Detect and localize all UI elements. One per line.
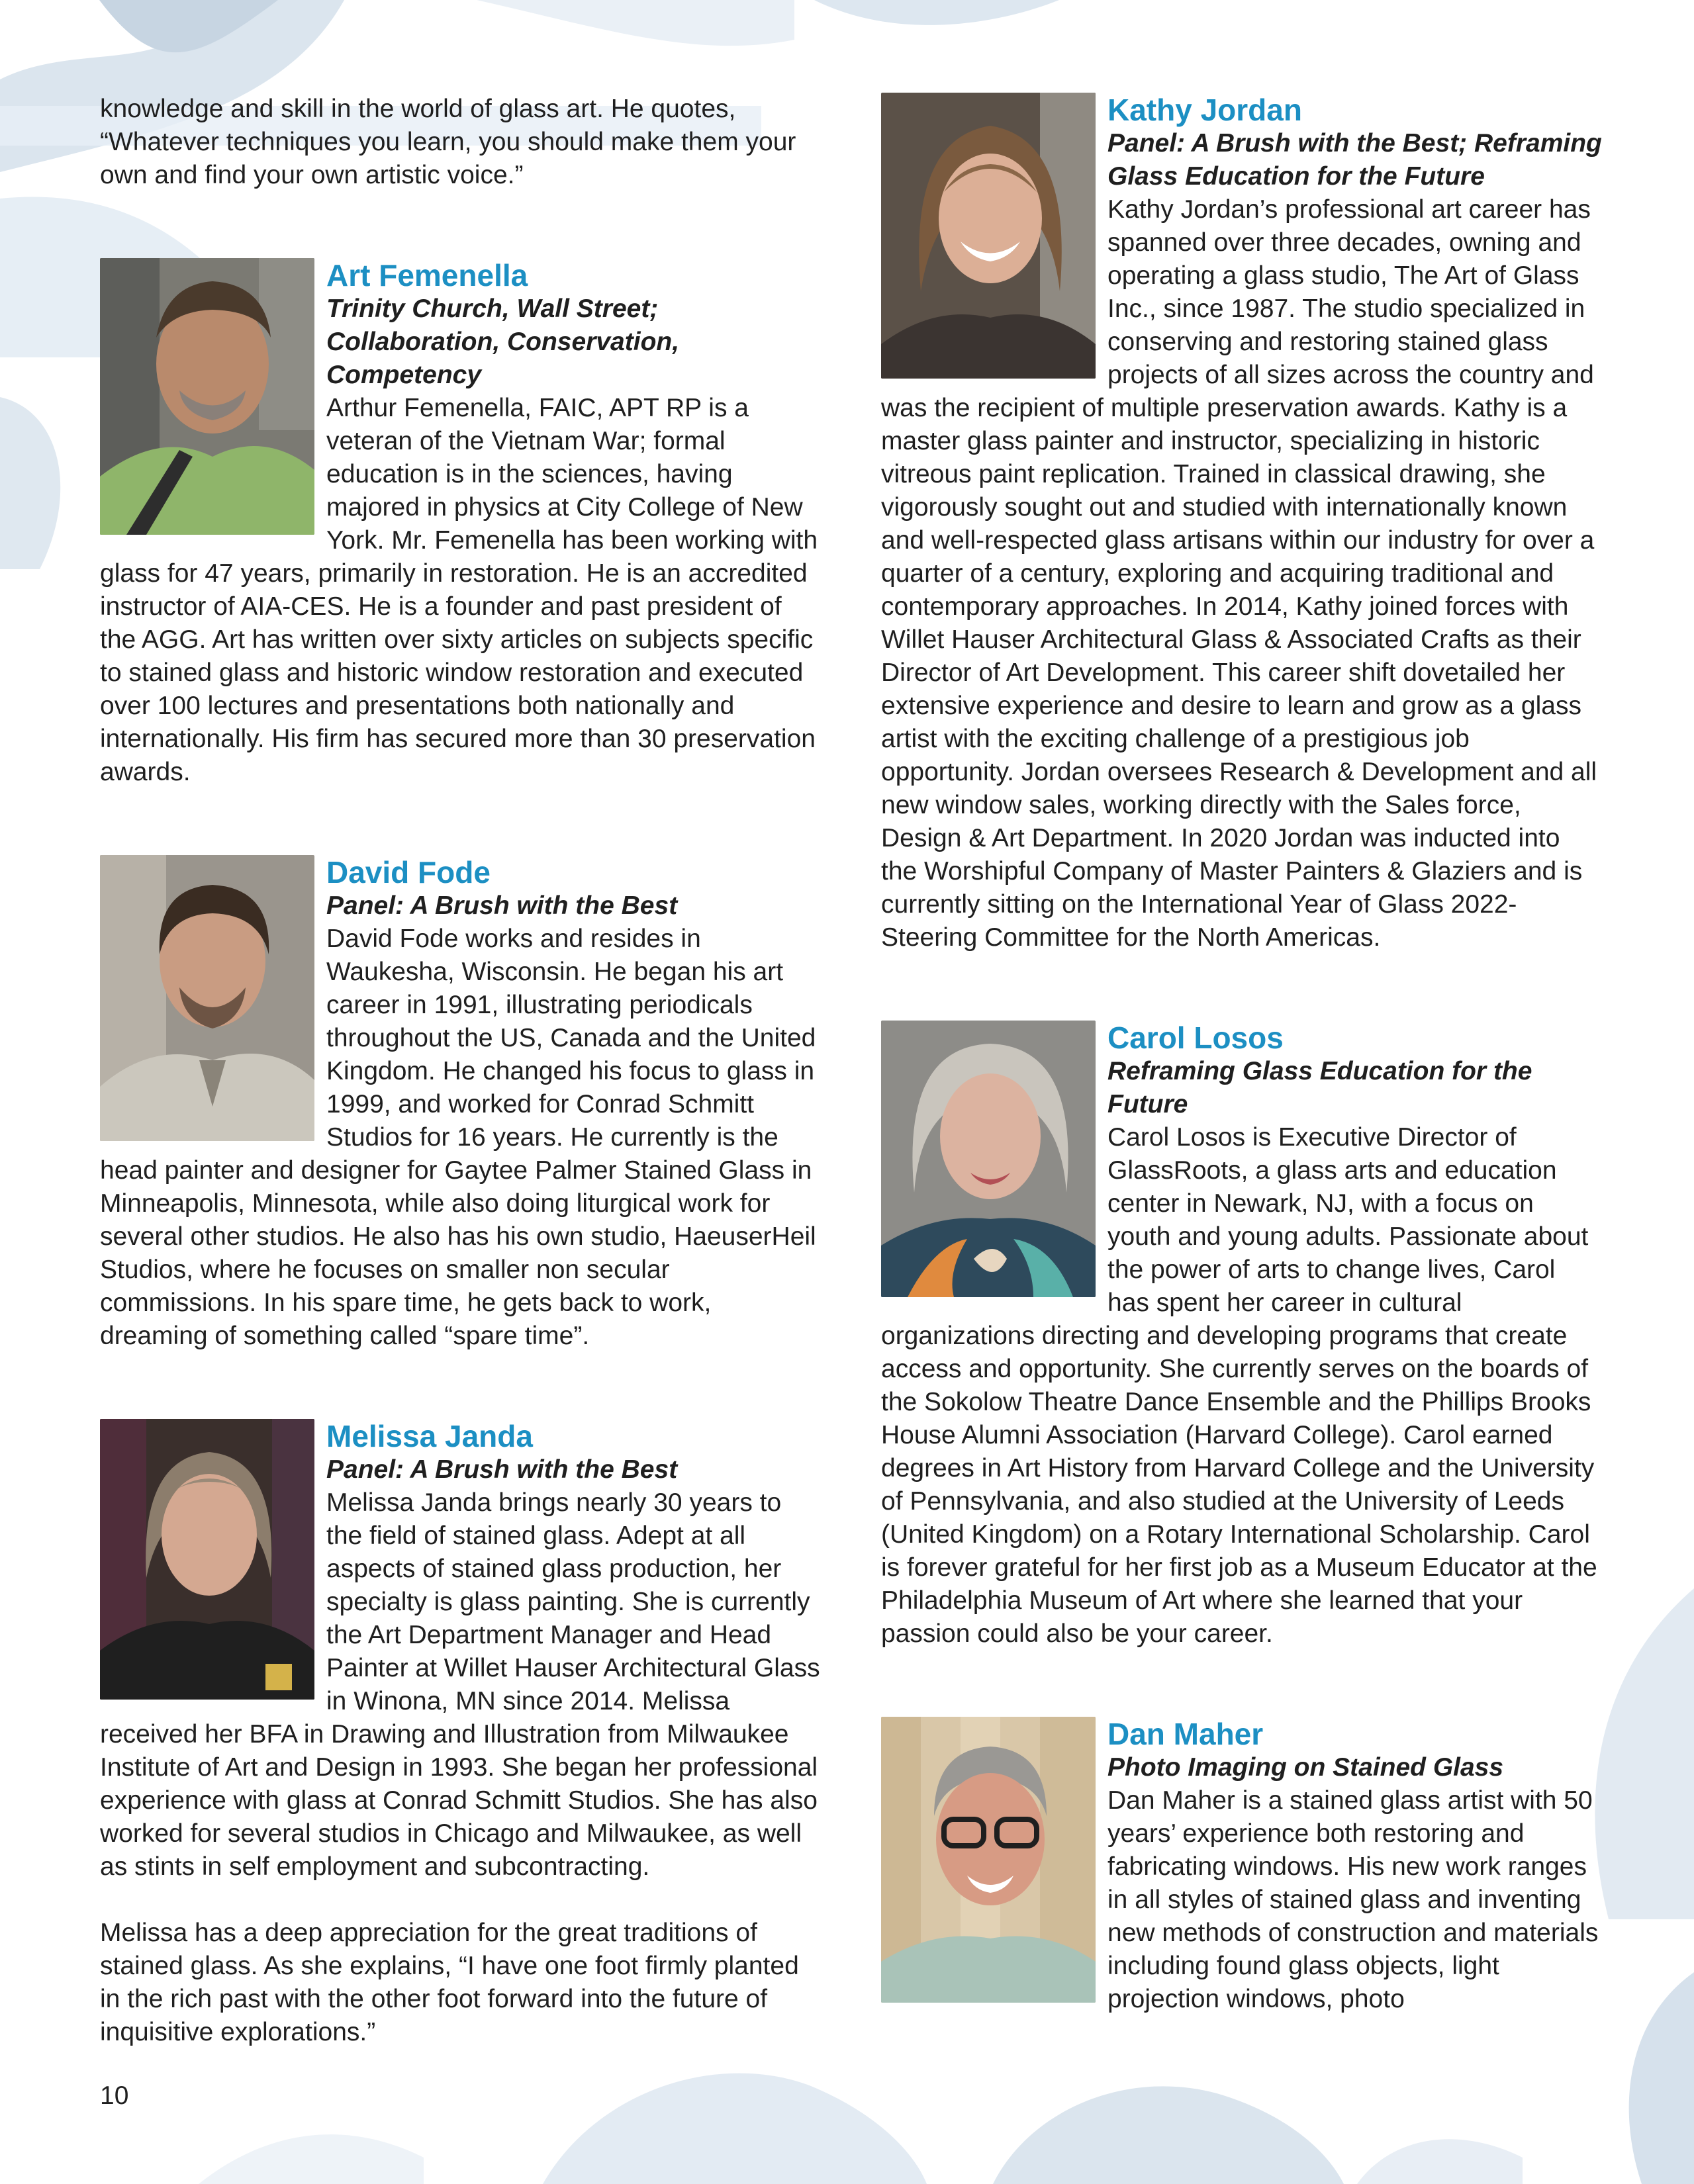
bio-name: Dan Maher — [1107, 1717, 1264, 1751]
page-number: 10 — [100, 2081, 129, 2110]
portrait-kathy-jordan — [881, 93, 1096, 379]
bio-text: Kathy Jordan’s professional art career has spanned over three decades, owning and operating a glass studio, The Art of Glass Inc., since 1987. The studio specialized in conserving and restoring stained glass projects of all sizes across the country and was the recipient of multiple preservation awards. Kathy is a master glass painter and instructor, specializing in historic vitreous paint replication. Trained in classical drawing, she vigorously sought out and studied with internationally known and well-respected glass artisans within our industry for over a quarter of a century, exploring and acquiring traditional and contemporary approaches. In 2014, Kathy joined forces with Willet Hauser Architectural Glass & Associated Crafts as their Director of Art Development. This career shift dovetailed her extensive experience and desire to learn and grow as a glass artist with the exciting challenge of a prestigious job opportunity. Jordan oversees Research & Development and all new window sales, working directly with the Sales force, Design & Art Department. In 2020 Jordan was inducted into the Worshipful Company of Master Painters & Glaziers and is currently sitting on the International Year of Glass 2022-Steering Committee for the North Americas. — [881, 195, 1597, 952]
portrait-photo — [881, 1717, 1096, 2003]
bio-dan-maher — [881, 1717, 1603, 2016]
bio-name: Kathy Jordan — [1107, 93, 1302, 127]
bio-text: David Fode works and resides in Waukesha, Wisconsin. He began his art career in 1991, illustrating periodicals throughout the US, Canada and the United Kingdom. He changed his focus to glass in 1999, and worked for Conrad Schmitt Studios for 16 years. He currently is the head painter and designer for Gaytee Palmer Stained Glass in Minneapolis, Minnesota, while also doing liturgical work for several other studios. He also has his own studio, HaeuserHeil Studios, where he focuses on smaller non secular commissions. In his spare time, he gets back to work, dreaming of something called “spare time”. — [100, 925, 816, 1350]
bio-melissa-janda — [100, 1419, 822, 2049]
bio-name: Art Femenella — [326, 258, 528, 293]
bio-role: Trinity Church, Wall Street; Collaboration, Conservation, Competency — [326, 295, 680, 389]
portrait-photo — [100, 1419, 314, 1700]
bio-role: Panel: A Brush with the Best — [326, 891, 678, 920]
portrait-art-femenella — [100, 258, 314, 535]
portrait-photo — [100, 258, 314, 535]
portrait-photo — [881, 93, 1096, 379]
bio-role: Panel: A Brush with the Best — [326, 1455, 678, 1484]
bio-text: Melissa Janda brings nearly 30 years to the field of stained glass. Adept at all aspects of stained glass production, her specialty is glass painting. She is currently the Art Department Manager and Head Painter at Willet Hauser Architectural Glass in Winona, MN since 2014. Melissa received her BFA in Drawing and Illustration from Milwaukee Institute of Art and Design in 1993. She began her professional experience with glass at Conrad Schmitt Studios. She has also worked for several studios in Chicago and Milwaukee, as well as stints in self employment and subcontracting. — [100, 1488, 820, 1881]
bio-role: Photo Imaging on Stained Glass — [1107, 1753, 1504, 1782]
portrait-dan-maher — [881, 1717, 1096, 2003]
bio-role: Panel: A Brush with the Best; Reframing Glass Education for the Future — [1107, 129, 1602, 191]
left-column — [100, 93, 822, 2049]
portrait-photo — [881, 1021, 1096, 1297]
right-column — [881, 93, 1603, 2016]
bio-kathy-jordan — [881, 93, 1603, 954]
portrait-melissa-janda — [100, 1419, 314, 1700]
bio-text-continued: Melissa has a deep appreciation for the great traditions of stained glass. As she explains, “I have one foot firmly planted in the rich past with the other foot forward into the future of inquisitive explorations.” — [100, 1919, 799, 2046]
bio-name: Melissa Janda — [326, 1419, 533, 1453]
portrait-david-fode — [100, 855, 314, 1141]
bio-role: Reframing Glass Education for the Future — [1107, 1057, 1532, 1118]
bio-carol-losos — [881, 1021, 1603, 1651]
bio-name: Carol Losos — [1107, 1021, 1284, 1055]
intro-paragraph: knowledge and skill in the world of glass art. He quotes, “Whatever techniques you learn, you should make them your own and find your own artistic voice.” — [100, 95, 796, 189]
bio-text: Carol Losos is Executive Director of GlassRoots, a glass arts and education center in Newark, NJ, with a focus on youth and young adults. Passionate about the power of arts to change lives, Carol has spent her career in cultural organizations directing and developing programs that create access and opportunity. She currently serves on the boards of the Sokolow Theatre Dance Ensemble and the Phillips Brooks House Alumni Association (Harvard College). Carol earned degrees in Art History from Harvard College and the University of Pennsylvania, and also studied at the University of Leeds (United Kingdom) on a Rotary International Scholarship. Carol is forever grateful for her first job as a Museum Educator at the Philadelphia Museum of Art where she learned that your passion could also be your career. — [881, 1123, 1597, 1648]
portrait-carol-losos — [881, 1021, 1096, 1297]
portrait-photo — [100, 855, 314, 1141]
bio-text: Dan Maher is a stained glass artist with 50 years’ experience both restoring and fabricating windows. His new work ranges in all styles of stained glass and inventing new methods of construction and materials including found glass objects, light projection windows, photo — [1107, 1786, 1599, 2013]
bio-art-femenella — [100, 258, 822, 789]
bio-name: David Fode — [326, 855, 491, 889]
bio-david-fode — [100, 855, 822, 1353]
bio-text: Arthur Femenella, FAIC, APT RP is a veteran of the Vietnam War; formal education is in the sciences, having majored in physics at City College of New York. Mr. Femenella has been working with glass for 47 years, primarily in restoration. He is an accredited instructor of AIA-CES. He is a founder and past president of the AGG. Art has written over sixty articles on subjects specific to stained glass and historic window restoration and executed over 100 lectures and presentations both nationally and internationally. His firm has secured more than 30 preservation awards. — [100, 394, 818, 786]
